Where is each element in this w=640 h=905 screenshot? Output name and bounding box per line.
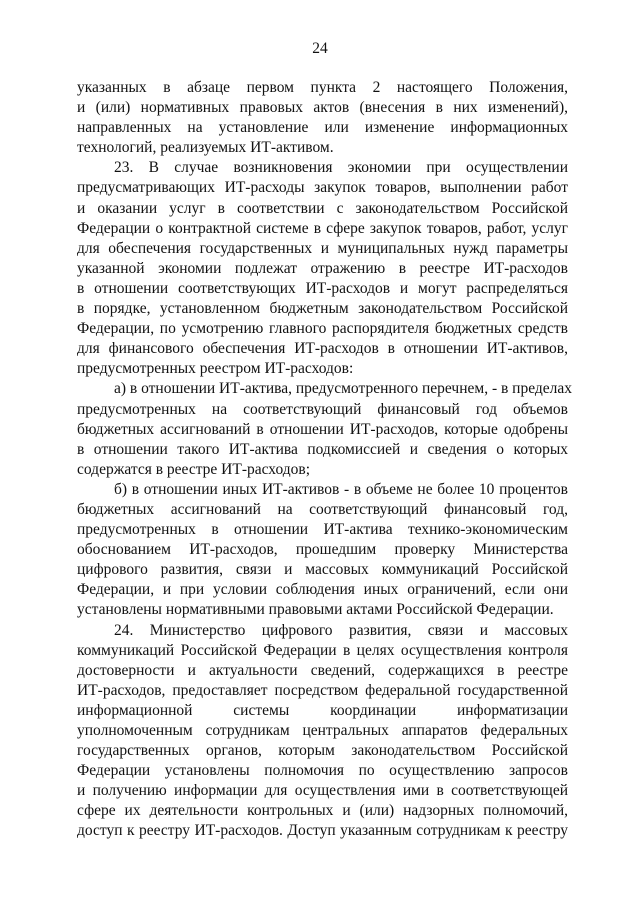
paragraph-continuation [77,78,568,158]
text-line: информационной системы координации информатизации [77,701,568,719]
paragraph-subclause-a [77,379,573,479]
text-line: достоверности и актуальности сведений, содержащихся в реестре [77,661,568,679]
text-line: в порядке, установленном бюджетным законодательством Российской [77,300,568,318]
text-line: предусмотренных в отношении ИТ-актива технико-экономическим [77,521,568,539]
text-line: в отношении соответствующих ИТ-расходов и могут распределяться [77,279,568,297]
text-line: б) в отношении иных ИТ-активов - в объеме не более 10 процентов [114,480,568,498]
text-line: Федерации, и при условии соблюдения иных ограничений, если они [77,581,568,599]
text-line: Федерации установлены полномочия по осуществлению запросов [77,762,568,780]
text-line: указанной экономии подлежат отражению в реестре ИТ-расходов [77,259,568,277]
text-line: коммуникаций Российской Федерации в целях осуществления контроля [77,641,568,659]
text-line: в отношении такого ИТ-актива подкомиссией и сведения о которых [77,440,568,458]
text-line: бюджетных ассигнований в отношении ИТ-расходов, которые одобрены [77,420,568,438]
text-line: бюджетных ассигнований на соответствующий финансовый год, [77,500,568,518]
text-line: предусматривающих ИТ-расходы закупок товаров, выполнении работ [77,179,568,197]
text-line: и получению информации для осуществления ими в соответствующей [77,782,568,800]
text-line: установлены нормативными правовыми актами Российской Федерации. [77,601,554,619]
text-line: Федерации о контрактной системе в сфере закупок товаров, работ, услуг [77,219,568,237]
text-line: 24. Министерство цифрового развития, связи и массовых [114,621,568,639]
text-line: содержатся в реестре ИТ-расходов; [77,460,311,478]
text-line: государственных органов, которым законодательством Российской [77,742,568,760]
text-line: предусмотренных реестром ИТ-расходов: [77,360,354,378]
text-line: цифрового развития, связи и массовых коммуникаций Российской [77,561,568,579]
text-line: а) в отношении ИТ-актива, предусмотренного перечнем, - в пределах [114,380,573,398]
text-line: указанных в абзаце первом пункта 2 настоящего Положения, [77,79,568,96]
text-line: для финансового обеспечения ИТ-расходов в отношении ИТ-активов, [77,340,568,358]
body-text [77,78,573,842]
text-line: предусмотренных на соответствующий финансовый год объемов [77,400,568,418]
page-number: 24 [312,40,328,57]
text-line: сфере их деятельности контрольных и (или) надзорных полномочий, [77,802,568,820]
paragraph-subclause-b [77,480,568,621]
paragraph-clause-24 [77,621,568,842]
text-line: для обеспечения государственных и муниципальных нужд параметры [77,239,568,257]
text-line: уполномоченным сотрудникам центральных аппаратов федеральных [77,722,568,739]
text-line: направленных на установление или изменение информационных [77,119,568,137]
text-line: Федерации, по усмотрению главного распорядителя бюджетных средств [77,320,568,338]
text-line: технологий, реализуемых ИТ-активом. [77,139,334,157]
text-line: и оказании услуг в соответствии с законодательством Российской [77,199,568,217]
text-line: 23. В случае возникновения экономии при осуществлении [114,159,568,177]
text-line: ИТ-расходов, предоставляет посредством федеральной государственной [77,681,568,699]
text-line: доступ к реестру ИТ-расходов. Доступ указанным сотрудникам к реестру [77,822,568,840]
paragraph-clause-23 [77,158,568,379]
text-line: обоснованием ИТ-расходов, прошедшим проверку Министерства [77,541,568,559]
text-line: и (или) нормативных правовых актов (внесения в них изменений), [77,99,568,117]
